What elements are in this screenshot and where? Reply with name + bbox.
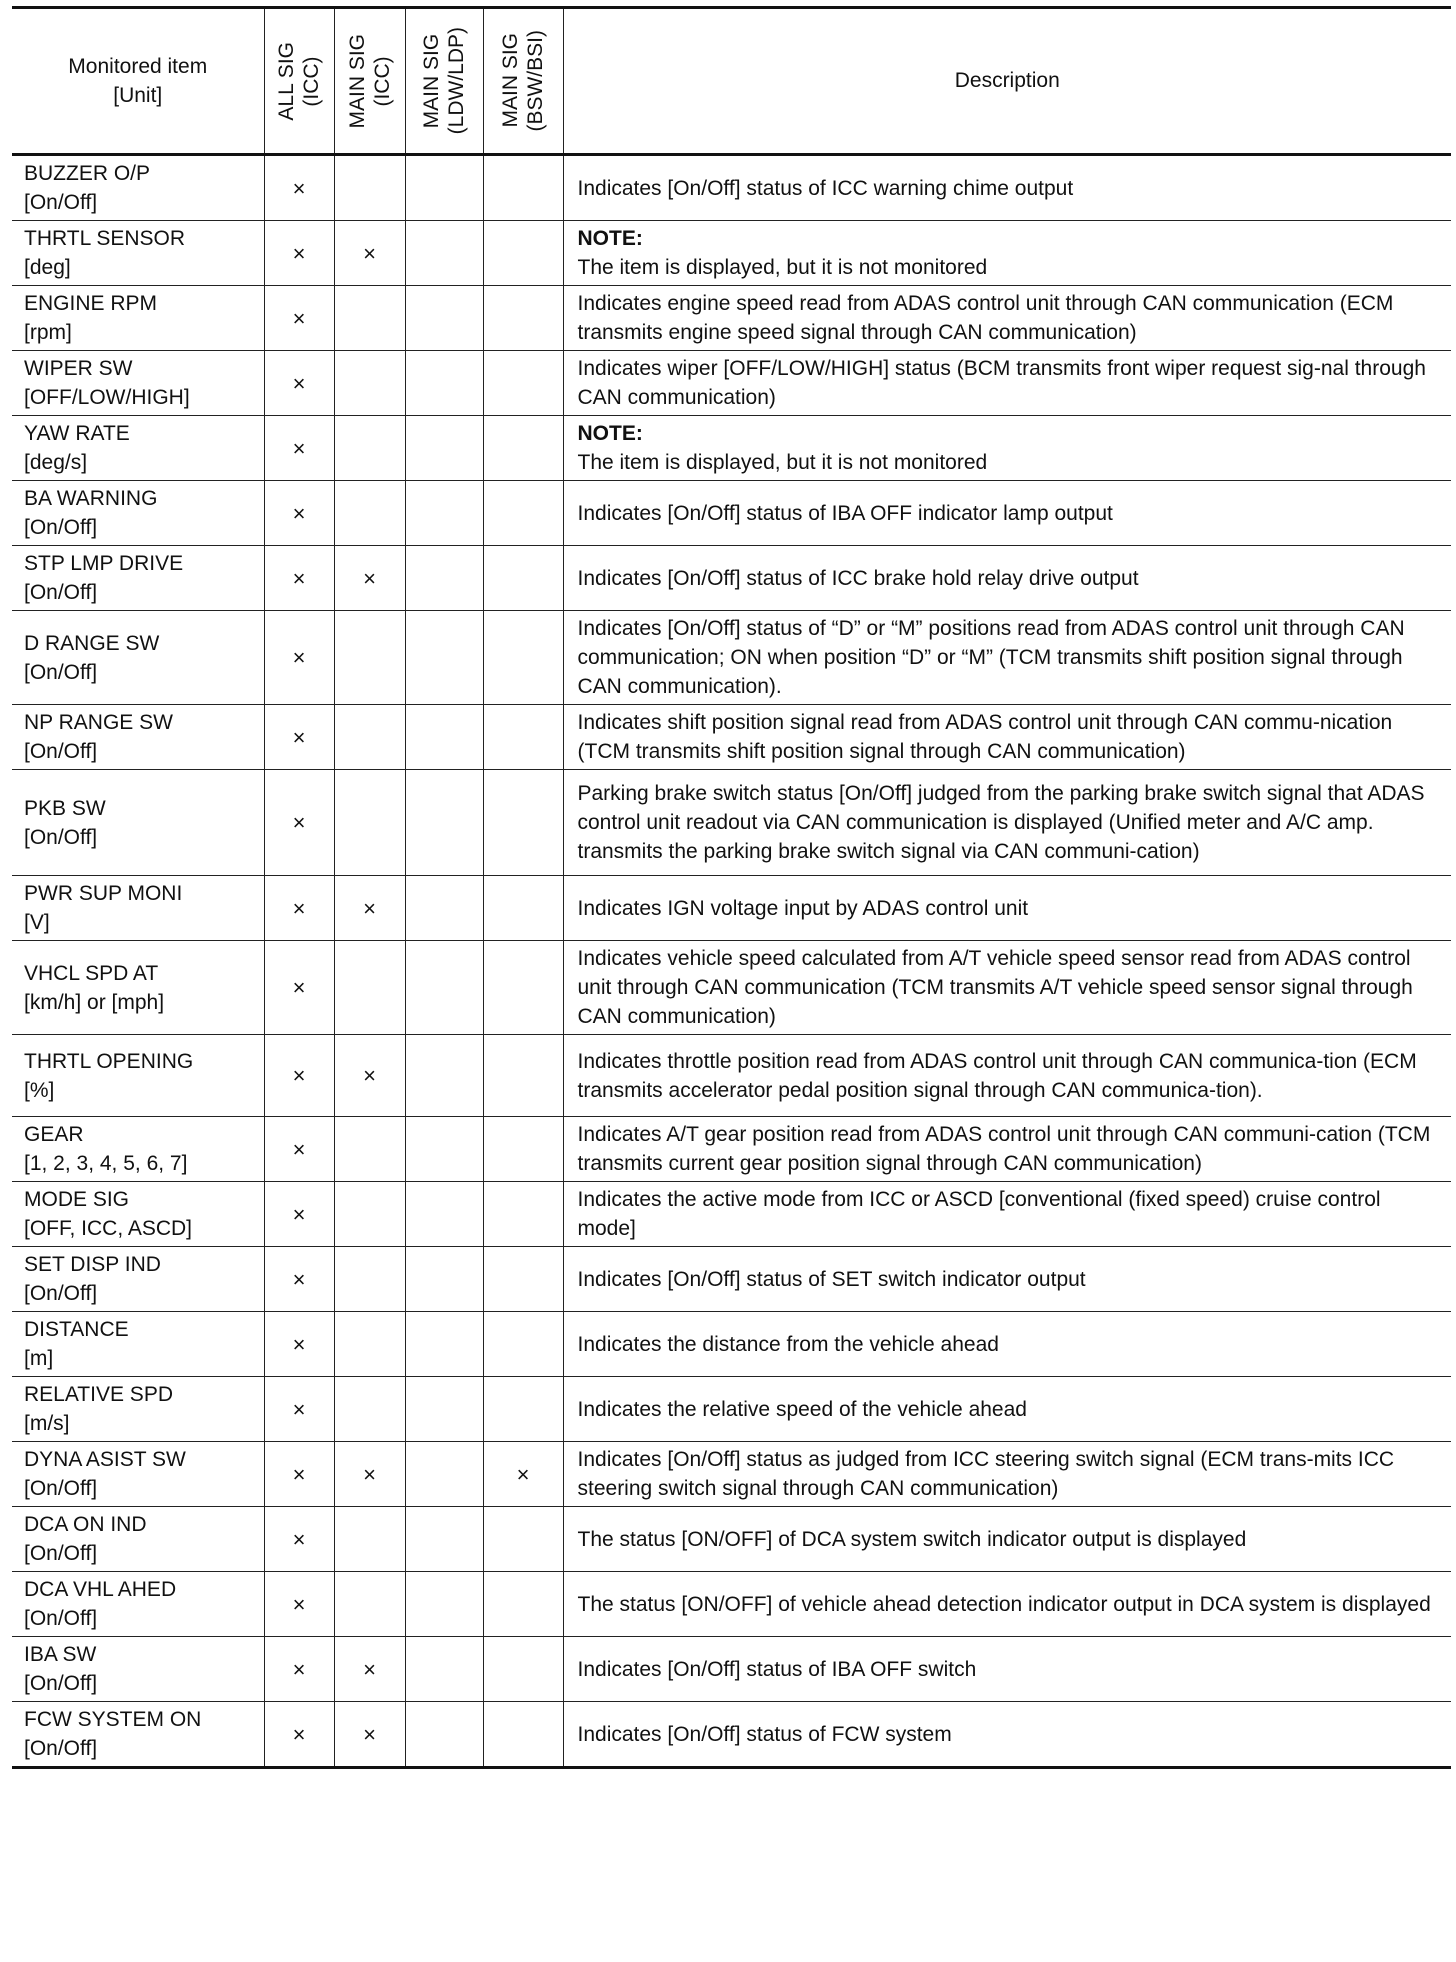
header-main-sig-bsw-bsi-text: MAIN SIG (BSW/BSI)	[499, 30, 547, 132]
applicable-mark: ×	[292, 1266, 306, 1292]
monitored-item-cell: NP RANGE SW [On/Off]	[12, 705, 264, 770]
signal-mark-cell	[264, 705, 334, 770]
description-text: Indicates [On/Off] status of IBA OFF indicator lamp output	[577, 501, 1113, 525]
description-cell	[563, 1507, 1451, 1572]
table-row	[12, 941, 1451, 1035]
table-row	[12, 705, 1451, 770]
signal-mark-cell	[405, 481, 483, 546]
monitored-item-cell: SET DISP IND [On/Off]	[12, 1247, 264, 1312]
signal-mark-cell	[264, 1117, 334, 1182]
signal-mark-cell	[264, 770, 334, 876]
monitored-item-cell: DISTANCE [m]	[12, 1312, 264, 1377]
applicable-mark: ×	[292, 810, 306, 835]
description-cell	[563, 1572, 1451, 1637]
signal-mark-cell	[334, 416, 405, 481]
header-all-sig-icc	[264, 8, 334, 155]
signal-mark-cell	[405, 416, 483, 481]
signal-mark-cell	[483, 1507, 563, 1572]
monitored-items-table	[12, 6, 1451, 1769]
signal-mark-cell	[483, 546, 563, 611]
table-header-row	[12, 8, 1451, 155]
signal-mark-cell	[334, 1637, 405, 1702]
description-cell	[563, 1035, 1451, 1117]
table-row	[12, 1312, 1451, 1377]
applicable-mark: ×	[292, 975, 306, 1000]
signal-mark-cell	[483, 611, 563, 705]
monitored-item-cell: VHCL SPD AT [km/h] or [mph]	[12, 941, 264, 1035]
signal-mark-cell	[483, 1442, 563, 1507]
description-text: Indicates wiper [OFF/LOW/HIGH] status (BCM transmits front wiper request sig-nal through CAN communication)	[577, 357, 1426, 409]
monitor-items-page	[12, 6, 1451, 1769]
description-text: Indicates vehicle speed calculated from A/T vehicle speed sensor read from ADAS control unit through CAN communication (TCM transmits A/T vehicle speed sensor signal through CAN communication)	[577, 947, 1413, 1028]
table-row	[12, 546, 1451, 611]
monitored-item-cell: FCW SYSTEM ON [On/Off]	[12, 1702, 264, 1768]
description-text: Indicates throttle position read from ADAS control unit through CAN communica-tion (ECM transmits accelerator pedal position signal through CAN communica-tion).	[577, 1049, 1417, 1102]
applicable-mark: ×	[292, 565, 306, 591]
applicable-mark: ×	[363, 1721, 376, 1747]
applicable-mark: ×	[292, 1396, 306, 1422]
note-label: NOTE:	[577, 227, 643, 250]
signal-mark-cell	[264, 286, 334, 351]
description-cell	[563, 351, 1451, 416]
signal-mark-cell	[483, 876, 563, 941]
signal-mark-cell	[483, 770, 563, 876]
monitored-item-cell: D RANGE SW [On/Off]	[12, 611, 264, 705]
description-cell	[563, 1377, 1451, 1442]
applicable-mark: ×	[292, 895, 306, 921]
table-row	[12, 351, 1451, 416]
monitored-item-cell: IBA SW [On/Off]	[12, 1637, 264, 1702]
table-row	[12, 1507, 1451, 1572]
description-cell	[563, 1702, 1451, 1768]
applicable-mark: ×	[292, 1201, 306, 1227]
signal-mark-cell	[405, 1182, 483, 1247]
applicable-mark: ×	[363, 1656, 376, 1682]
table-row	[12, 1702, 1451, 1768]
description-cell	[563, 770, 1451, 876]
note-label: NOTE:	[577, 422, 643, 445]
signal-mark-cell	[334, 1035, 405, 1117]
monitored-item-cell: BA WARNING [On/Off]	[12, 481, 264, 546]
description-text: Indicates engine speed read from ADAS control unit through CAN communication (ECM transmits engine speed signal through CAN communication)	[577, 292, 1394, 344]
table-row	[12, 876, 1451, 941]
applicable-mark: ×	[292, 435, 306, 461]
header-description-text: Description	[954, 69, 1060, 92]
table-body	[12, 155, 1451, 1768]
applicable-mark: ×	[292, 175, 306, 201]
monitored-item-cell: ENGINE RPM [rpm]	[12, 286, 264, 351]
signal-mark-cell	[264, 1507, 334, 1572]
table-row	[12, 1572, 1451, 1637]
header-monitored-item	[12, 8, 264, 155]
header-main-sig-bsw-bsi	[483, 8, 563, 155]
table-row	[12, 1117, 1451, 1182]
signal-mark-cell	[334, 1377, 405, 1442]
monitored-item-cell: BUZZER O/P [On/Off]	[12, 155, 264, 221]
signal-mark-cell	[405, 705, 483, 770]
signal-mark-cell	[334, 1442, 405, 1507]
applicable-mark: ×	[292, 1461, 306, 1487]
signal-mark-cell	[334, 770, 405, 876]
table-row	[12, 416, 1451, 481]
description-cell	[563, 155, 1451, 221]
table-row	[12, 770, 1451, 876]
description-text: Indicates [On/Off] status of ICC warning chime output	[577, 176, 1074, 200]
signal-mark-cell	[334, 876, 405, 941]
monitored-item-cell: YAW RATE [deg/s]	[12, 416, 264, 481]
header-main-sig-icc-text: MAIN SIG (ICC)	[345, 33, 394, 129]
signal-mark-cell	[334, 1507, 405, 1572]
description-text: Parking brake switch status [On/Off] judged from the parking brake switch signal that ADAS control unit readout via CAN communication is displayed (Unified meter and A/C amp. transmits the parking brake switch signal via CAN communi-cation)	[577, 782, 1425, 863]
signal-mark-cell	[264, 611, 334, 705]
table-row	[12, 286, 1451, 351]
monitored-item-cell: WIPER SW [OFF/LOW/HIGH]	[12, 351, 264, 416]
applicable-mark: ×	[292, 1591, 306, 1617]
signal-mark-cell	[405, 155, 483, 221]
applicable-mark: ×	[516, 1461, 530, 1487]
applicable-mark: ×	[292, 370, 306, 396]
description-text: Indicates [On/Off] status of “D” or “M” positions read from ADAS control unit through CAN communication; ON when position “D” or “M” (TCM transmits shift position signal through CAN communication).	[577, 617, 1405, 698]
signal-mark-cell	[483, 1182, 563, 1247]
signal-mark-cell	[405, 1377, 483, 1442]
header-main-sig-ldw-ldp-text: MAIN SIG (LDW/LDP)	[420, 27, 468, 135]
signal-mark-cell	[334, 1312, 405, 1377]
monitored-item-cell: THRTL SENSOR [deg]	[12, 221, 264, 286]
header-main-sig-icc	[334, 8, 405, 155]
table-row	[12, 1377, 1451, 1442]
table-row	[12, 1442, 1451, 1507]
description-text: Indicates the active mode from ICC or ASCD [conventional (fixed speed) cruise control mode]	[577, 1188, 1381, 1240]
description-text: The status [ON/OFF] of DCA system switch indicator output is displayed	[577, 1527, 1247, 1551]
table-row	[12, 1637, 1451, 1702]
description-cell	[563, 876, 1451, 941]
description-cell	[563, 286, 1451, 351]
signal-mark-cell	[264, 221, 334, 286]
applicable-mark: ×	[292, 240, 306, 266]
description-cell	[563, 1442, 1451, 1507]
signal-mark-cell	[405, 1247, 483, 1312]
signal-mark-cell	[334, 546, 405, 611]
signal-mark-cell	[264, 1572, 334, 1637]
signal-mark-cell	[334, 481, 405, 546]
signal-mark-cell	[334, 221, 405, 286]
signal-mark-cell	[334, 611, 405, 705]
applicable-mark: ×	[292, 1656, 306, 1682]
signal-mark-cell	[483, 351, 563, 416]
applicable-mark: ×	[363, 240, 376, 266]
signal-mark-cell	[334, 705, 405, 770]
signal-mark-cell	[405, 941, 483, 1035]
signal-mark-cell	[264, 155, 334, 221]
description-text: The item is displayed, but it is not monitored	[577, 451, 988, 474]
signal-mark-cell	[334, 351, 405, 416]
applicable-mark: ×	[292, 1136, 306, 1162]
monitored-item-cell: RELATIVE SPD [m/s]	[12, 1377, 264, 1442]
applicable-mark: ×	[292, 1331, 306, 1357]
description-text: Indicates [On/Off] status of SET switch indicator output	[577, 1267, 1086, 1291]
signal-mark-cell	[334, 1572, 405, 1637]
monitored-item-cell: THRTL OPENING [%]	[12, 1035, 264, 1117]
applicable-mark: ×	[363, 565, 376, 591]
signal-mark-cell	[264, 1702, 334, 1768]
header-description	[563, 8, 1451, 155]
monitored-item-cell: DCA ON IND [On/Off]	[12, 1507, 264, 1572]
description-text: Indicates IGN voltage input by ADAS control unit	[577, 896, 1029, 920]
applicable-mark: ×	[292, 724, 306, 750]
description-cell	[563, 1247, 1451, 1312]
description-cell	[563, 1312, 1451, 1377]
signal-mark-cell	[483, 221, 563, 286]
signal-mark-cell	[405, 1117, 483, 1182]
description-text: Indicates [On/Off] status of FCW system	[577, 1722, 952, 1746]
signal-mark-cell	[264, 481, 334, 546]
signal-mark-cell	[405, 1702, 483, 1768]
signal-mark-cell	[264, 876, 334, 941]
description-cell	[563, 941, 1451, 1035]
table-row	[12, 155, 1451, 221]
applicable-mark: ×	[292, 1721, 306, 1747]
signal-mark-cell	[405, 1637, 483, 1702]
description-text: Indicates A/T gear position read from ADAS control unit through CAN communi-cation (TCM transmits current gear position signal through CAN communication)	[577, 1123, 1431, 1175]
monitored-item-cell: DYNA ASIST SW [On/Off]	[12, 1442, 264, 1507]
signal-mark-cell	[405, 876, 483, 941]
signal-mark-cell	[483, 155, 563, 221]
applicable-mark: ×	[292, 1526, 306, 1552]
monitored-item-cell: PKB SW [On/Off]	[12, 770, 264, 876]
table-row	[12, 1035, 1451, 1117]
signal-mark-cell	[264, 1182, 334, 1247]
monitored-item-cell: MODE SIG [OFF, ICC, ASCD]	[12, 1182, 264, 1247]
signal-mark-cell	[405, 1572, 483, 1637]
table-row	[12, 1182, 1451, 1247]
description-text: The status [ON/OFF] of vehicle ahead detection indicator output in DCA system is displayed	[577, 1592, 1431, 1616]
signal-mark-cell	[405, 221, 483, 286]
signal-mark-cell	[264, 1377, 334, 1442]
table-row	[12, 1247, 1451, 1312]
signal-mark-cell	[483, 941, 563, 1035]
signal-mark-cell	[405, 611, 483, 705]
signal-mark-cell	[405, 1507, 483, 1572]
description-cell	[563, 221, 1451, 286]
signal-mark-cell	[483, 1637, 563, 1702]
monitored-item-cell: STP LMP DRIVE [On/Off]	[12, 546, 264, 611]
signal-mark-cell	[483, 416, 563, 481]
signal-mark-cell	[334, 1702, 405, 1768]
description-cell	[563, 611, 1451, 705]
description-text: Indicates [On/Off] status of IBA OFF switch	[577, 1657, 977, 1681]
signal-mark-cell	[334, 155, 405, 221]
signal-mark-cell	[264, 1035, 334, 1117]
signal-mark-cell	[405, 286, 483, 351]
description-text: Indicates shift position signal read from ADAS control unit through CAN commu-nication (TCM transmits shift position signal through CAN communication)	[577, 711, 1393, 763]
applicable-mark: ×	[363, 895, 376, 921]
signal-mark-cell	[334, 286, 405, 351]
signal-mark-cell	[264, 1442, 334, 1507]
signal-mark-cell	[483, 1312, 563, 1377]
description-cell	[563, 1637, 1451, 1702]
applicable-mark: ×	[292, 1063, 306, 1088]
description-text: Indicates [On/Off] status as judged from ICC steering switch signal (ECM trans-mits ICC steering switch signal through CAN communication)	[577, 1448, 1395, 1500]
signal-mark-cell	[264, 941, 334, 1035]
description-cell	[563, 416, 1451, 481]
applicable-mark: ×	[292, 305, 306, 331]
description-cell	[563, 481, 1451, 546]
signal-mark-cell	[483, 1035, 563, 1117]
signal-mark-cell	[334, 1182, 405, 1247]
applicable-mark: ×	[363, 1461, 376, 1487]
signal-mark-cell	[405, 1312, 483, 1377]
description-text: Indicates [On/Off] status of ICC brake hold relay drive output	[577, 566, 1139, 590]
signal-mark-cell	[483, 286, 563, 351]
signal-mark-cell	[483, 1572, 563, 1637]
signal-mark-cell	[264, 351, 334, 416]
monitored-item-cell: DCA VHL AHED [On/Off]	[12, 1572, 264, 1637]
description-text: Indicates the relative speed of the vehicle ahead	[577, 1397, 1027, 1421]
signal-mark-cell	[405, 546, 483, 611]
signal-mark-cell	[405, 1035, 483, 1117]
table-row	[12, 221, 1451, 286]
signal-mark-cell	[334, 1247, 405, 1312]
signal-mark-cell	[483, 1377, 563, 1442]
description-cell	[563, 705, 1451, 770]
signal-mark-cell	[405, 1442, 483, 1507]
signal-mark-cell	[264, 546, 334, 611]
applicable-mark: ×	[292, 645, 306, 670]
signal-mark-cell	[334, 941, 405, 1035]
monitored-item-cell: PWR SUP MONI [V]	[12, 876, 264, 941]
header-main-sig-ldw-ldp	[405, 8, 483, 155]
description-cell	[563, 1182, 1451, 1247]
signal-mark-cell	[483, 481, 563, 546]
signal-mark-cell	[264, 416, 334, 481]
applicable-mark: ×	[363, 1063, 376, 1088]
signal-mark-cell	[264, 1312, 334, 1377]
description-text: Indicates the distance from the vehicle ahead	[577, 1332, 999, 1356]
signal-mark-cell	[483, 705, 563, 770]
signal-mark-cell	[405, 770, 483, 876]
signal-mark-cell	[483, 1247, 563, 1312]
signal-mark-cell	[483, 1117, 563, 1182]
header-all-sig-icc-text: ALL SIG (ICC)	[275, 41, 323, 121]
description-cell	[563, 546, 1451, 611]
table-row	[12, 611, 1451, 705]
signal-mark-cell	[483, 1702, 563, 1768]
description-cell	[563, 1117, 1451, 1182]
description-text: The item is displayed, but it is not monitored	[577, 256, 988, 279]
signal-mark-cell	[334, 1117, 405, 1182]
signal-mark-cell	[264, 1637, 334, 1702]
table-row	[12, 481, 1451, 546]
monitored-item-cell: GEAR [1, 2, 3, 4, 5, 6, 7]	[12, 1117, 264, 1182]
header-monitored-item-text: Monitored item [Unit]	[68, 55, 208, 107]
signal-mark-cell	[405, 351, 483, 416]
signal-mark-cell	[264, 1247, 334, 1312]
applicable-mark: ×	[292, 500, 306, 526]
